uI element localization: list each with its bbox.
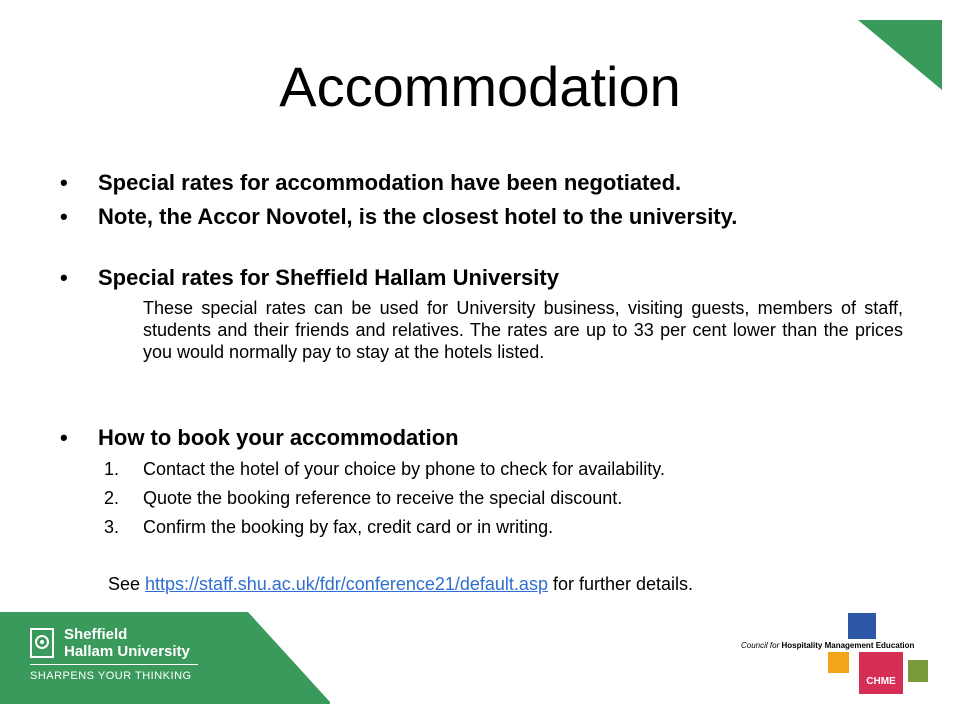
shu-name-line1: Sheffield bbox=[64, 626, 128, 643]
chme-prefix: Council for bbox=[741, 641, 782, 650]
shu-name-line2: Hallam University bbox=[64, 643, 190, 660]
step-text: Confirm the booking by fax, credit card or in writing. bbox=[143, 517, 554, 537]
bullet-dot: • bbox=[60, 204, 68, 229]
shu-tagline: SHARPENS YOUR THINKING bbox=[30, 670, 192, 682]
step-text: Contact the hotel of your choice by phone to check for availability. bbox=[143, 459, 665, 479]
see-line bbox=[108, 574, 693, 595]
bullet-dot: • bbox=[60, 265, 68, 290]
chme-orange-square bbox=[828, 652, 849, 673]
bullet-text: Note, the Accor Novotel, is the closest hotel to the university. bbox=[98, 204, 738, 229]
bullet-text: How to book your accommodation bbox=[98, 425, 459, 450]
shu-divider bbox=[30, 664, 198, 665]
slide-title: Accommodation bbox=[279, 55, 681, 118]
chme-council-line bbox=[741, 641, 914, 650]
chme-bold-name: Hospitality Management Education bbox=[781, 641, 915, 650]
chme-abbrev: CHME bbox=[866, 676, 896, 687]
chme-olive-square bbox=[908, 660, 928, 682]
see-suffix: for further details. bbox=[547, 574, 694, 594]
see-prefix: See bbox=[108, 574, 146, 594]
chme-blue-square bbox=[848, 613, 876, 639]
step-text: Quote the booking reference to receive the special discount. bbox=[143, 488, 623, 508]
bullet-text: Special rates for accommodation have been negotiated. bbox=[98, 170, 682, 195]
bullet-text: Special rates for Sheffield Hallam University bbox=[98, 265, 559, 290]
shu-crest-icon bbox=[30, 628, 54, 658]
bullet-dot: • bbox=[60, 425, 68, 450]
step-number: 1. bbox=[104, 459, 120, 479]
rates-paragraph: These special rates can be used for University business, visiting guests, members of staff, students and their friends and relatives. The rates are up to 33 per cent lower than the prices you would normally pay to stay at the hotels listed. bbox=[143, 298, 903, 362]
chme-red-square bbox=[859, 652, 903, 694]
step-number: 2. bbox=[104, 488, 120, 508]
bullet-dot: • bbox=[60, 170, 68, 195]
step-number: 3. bbox=[104, 517, 120, 537]
conference-link[interactable]: https://staff.shu.ac.uk/fdr/conference21/default.asp bbox=[145, 574, 548, 594]
shu-name bbox=[64, 626, 190, 660]
